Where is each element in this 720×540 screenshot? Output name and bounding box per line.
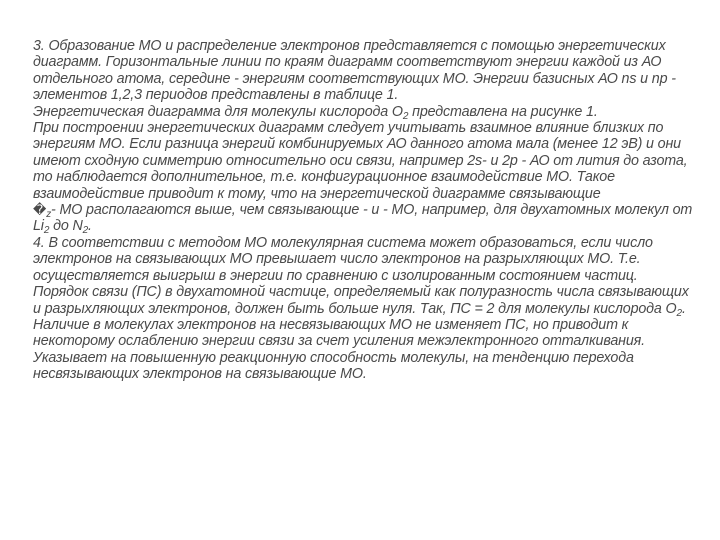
configuration-text-middle: - МО располагаются выше, чем связывающие - и - МО, например, для двухатомных молекул от Li (33, 202, 693, 235)
paragraph-4-bond-order (33, 235, 693, 317)
oxygen-subscript-2: 2 (676, 307, 682, 319)
paragraph-configuration-interaction (33, 120, 693, 235)
n-subscript: 2 (82, 225, 89, 237)
bond-order-text-end: . (681, 300, 686, 317)
bond-order-text: 4. В соответствии с методом МО молекулярная система может образоваться, если число электронов на связывающих МО превышает число электронов на разрыхляющих МО. Т.е. осуществляется выигрыш в энергии по сравнению с изолированным состоянием частиц. Порядок связи (ПС) в двухатомной частице, определяемый как полуразность числа связывающих и разрыхляющих электронов, должен быть больше нуля. Так, ПС = 2 для молекулы кислорода О (33, 234, 689, 317)
oxygen-diagram-text-end: представлена на рисунке 1. (408, 103, 598, 120)
li-subscript: 2 (43, 225, 50, 237)
missing-glyph-icon: � (33, 202, 47, 218)
configuration-text-end: . (88, 218, 92, 235)
paragraph-nonbonding-electrons: Наличие в молекулах электронов на несвязывающих МО не изменяет ПС, но приводит к некоторому ослаблению энергии связи за счет усиления межэлектронного отталкивания. Указывает на повышенную реакционную способность молекулы, на тенденцию перехода несвязывающих электронов на связывающие МО. (33, 316, 645, 383)
configuration-text: При построении энергетических диаграмм следует учитывать взаимное влияние близких по энергиям МО. Если разница энергий комбинируемых АО данного атома мала (менее 12 эВ) и они имеют сходную симметрию относительно оси связи, например 2s- и 2p - АО от лития до азота, то наблюдается дополнительное, т.е. конфигурационное взаимодействие МО. Такое взаимодействие приводит к тому, что на энергетической диаграмме связывающие (33, 120, 688, 202)
configuration-text-to: до N (49, 218, 83, 235)
paragraph-oxygen-diagram (33, 104, 693, 120)
paragraph-3-mo-formation: 3. Образование МО и распределение электронов представляется с помощью энергетических диаграмм. Горизонтальные линии по краям диаграмм соответствуют энергии каждой из АО отдельного атома, середине - энергиям соответствующих МО. Энергии базисных АО ns и np - элементов 1,2,3 периодов представлены в таблице 1. (33, 38, 676, 104)
glyph-subscript: z (46, 209, 52, 221)
oxygen-subscript: 2 (402, 110, 409, 122)
oxygen-diagram-text: Энергетическая диаграмма для молекулы кислорода О (33, 103, 403, 120)
text-block (33, 38, 693, 383)
